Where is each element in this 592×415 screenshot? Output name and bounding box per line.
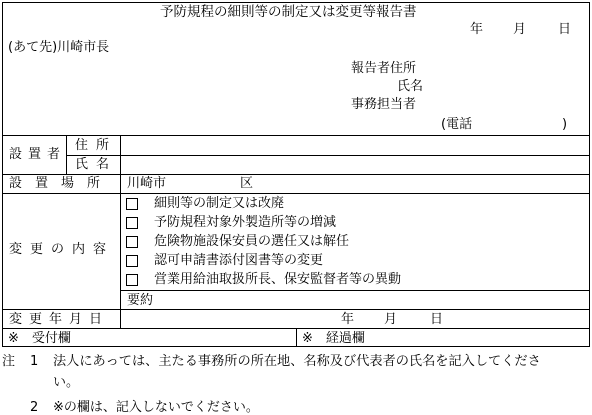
change-item-5: 営業用給油取扱所長、保安監督者等の異動 <box>154 272 402 287</box>
name-label: 氏名 <box>75 157 118 172</box>
location-ward: 区 <box>240 176 254 191</box>
change-item-checkbox-1[interactable] <box>126 198 138 210</box>
reception-label: ※ 受付欄 <box>8 331 71 346</box>
change-date-label: 変更年月日 <box>9 312 110 327</box>
change-item-1: 細則等の制定又は改廃 <box>154 196 285 211</box>
location-label: 設置場所 <box>9 176 114 191</box>
phone-label: (電話 <box>441 117 473 132</box>
change-item-checkbox-2[interactable] <box>126 217 138 229</box>
reporter-address-label: 報告者住所 <box>351 61 417 76</box>
note1-text: 法人にあっては、主たる事務所の所在地、名称及び代表者の氏名を記入してくださ <box>53 354 541 369</box>
form-title: 予防規程の細則等の制定又は変更等報告書 <box>160 4 417 20</box>
summary-label: 要約 <box>127 293 154 308</box>
rule-summary-top <box>120 290 590 291</box>
date-month-label: 月 <box>513 22 527 37</box>
rule-change-bottom <box>2 309 590 310</box>
note2-number: 2 <box>30 400 39 415</box>
phone-close-paren: ) <box>562 117 568 132</box>
rule-header-bottom <box>2 135 590 136</box>
rule-label-column <box>120 135 121 328</box>
rule-installer-bottom <box>2 174 590 175</box>
note1-text-continued: い。 <box>53 375 80 390</box>
reporter-name-label: 氏名 <box>397 79 424 94</box>
notes-prefix: 注 <box>2 354 16 369</box>
change-item-checkbox-3[interactable] <box>126 236 138 248</box>
change-date-year: 年 <box>341 312 355 327</box>
progress-label: ※ 経過欄 <box>302 331 365 346</box>
change-item-checkbox-5[interactable] <box>126 274 138 286</box>
date-day-label: 日 <box>558 22 572 37</box>
change-content-label: 変更の内容 <box>9 242 115 257</box>
address-label: 住所 <box>75 138 118 153</box>
note1-number: 1 <box>30 354 39 369</box>
rule-reception-split <box>296 328 297 347</box>
rule-installer-split <box>66 135 67 174</box>
rule-address-name <box>66 155 590 156</box>
change-item-checkbox-4[interactable] <box>126 255 138 267</box>
installer-label: 設置者 <box>9 147 67 162</box>
change-date-month: 月 <box>384 312 398 327</box>
location-city: 川崎市 <box>127 176 167 191</box>
contact-person-label: 事務担当者 <box>351 97 417 112</box>
change-item-3: 危険物施設保安員の選任又は解任 <box>154 234 350 249</box>
rule-location-bottom <box>2 193 590 194</box>
date-year-label: 年 <box>470 22 484 37</box>
addressee: (あて先)川崎市長 <box>8 40 110 55</box>
change-item-2: 予防規程対象外製造所等の増減 <box>154 215 337 230</box>
outer-border-top <box>2 2 590 3</box>
note2-text: ※の欄は、記入しないでください。 <box>53 400 259 415</box>
change-date-day: 日 <box>430 312 444 327</box>
change-item-4: 認可申請書添付図書等の変更 <box>154 253 324 268</box>
